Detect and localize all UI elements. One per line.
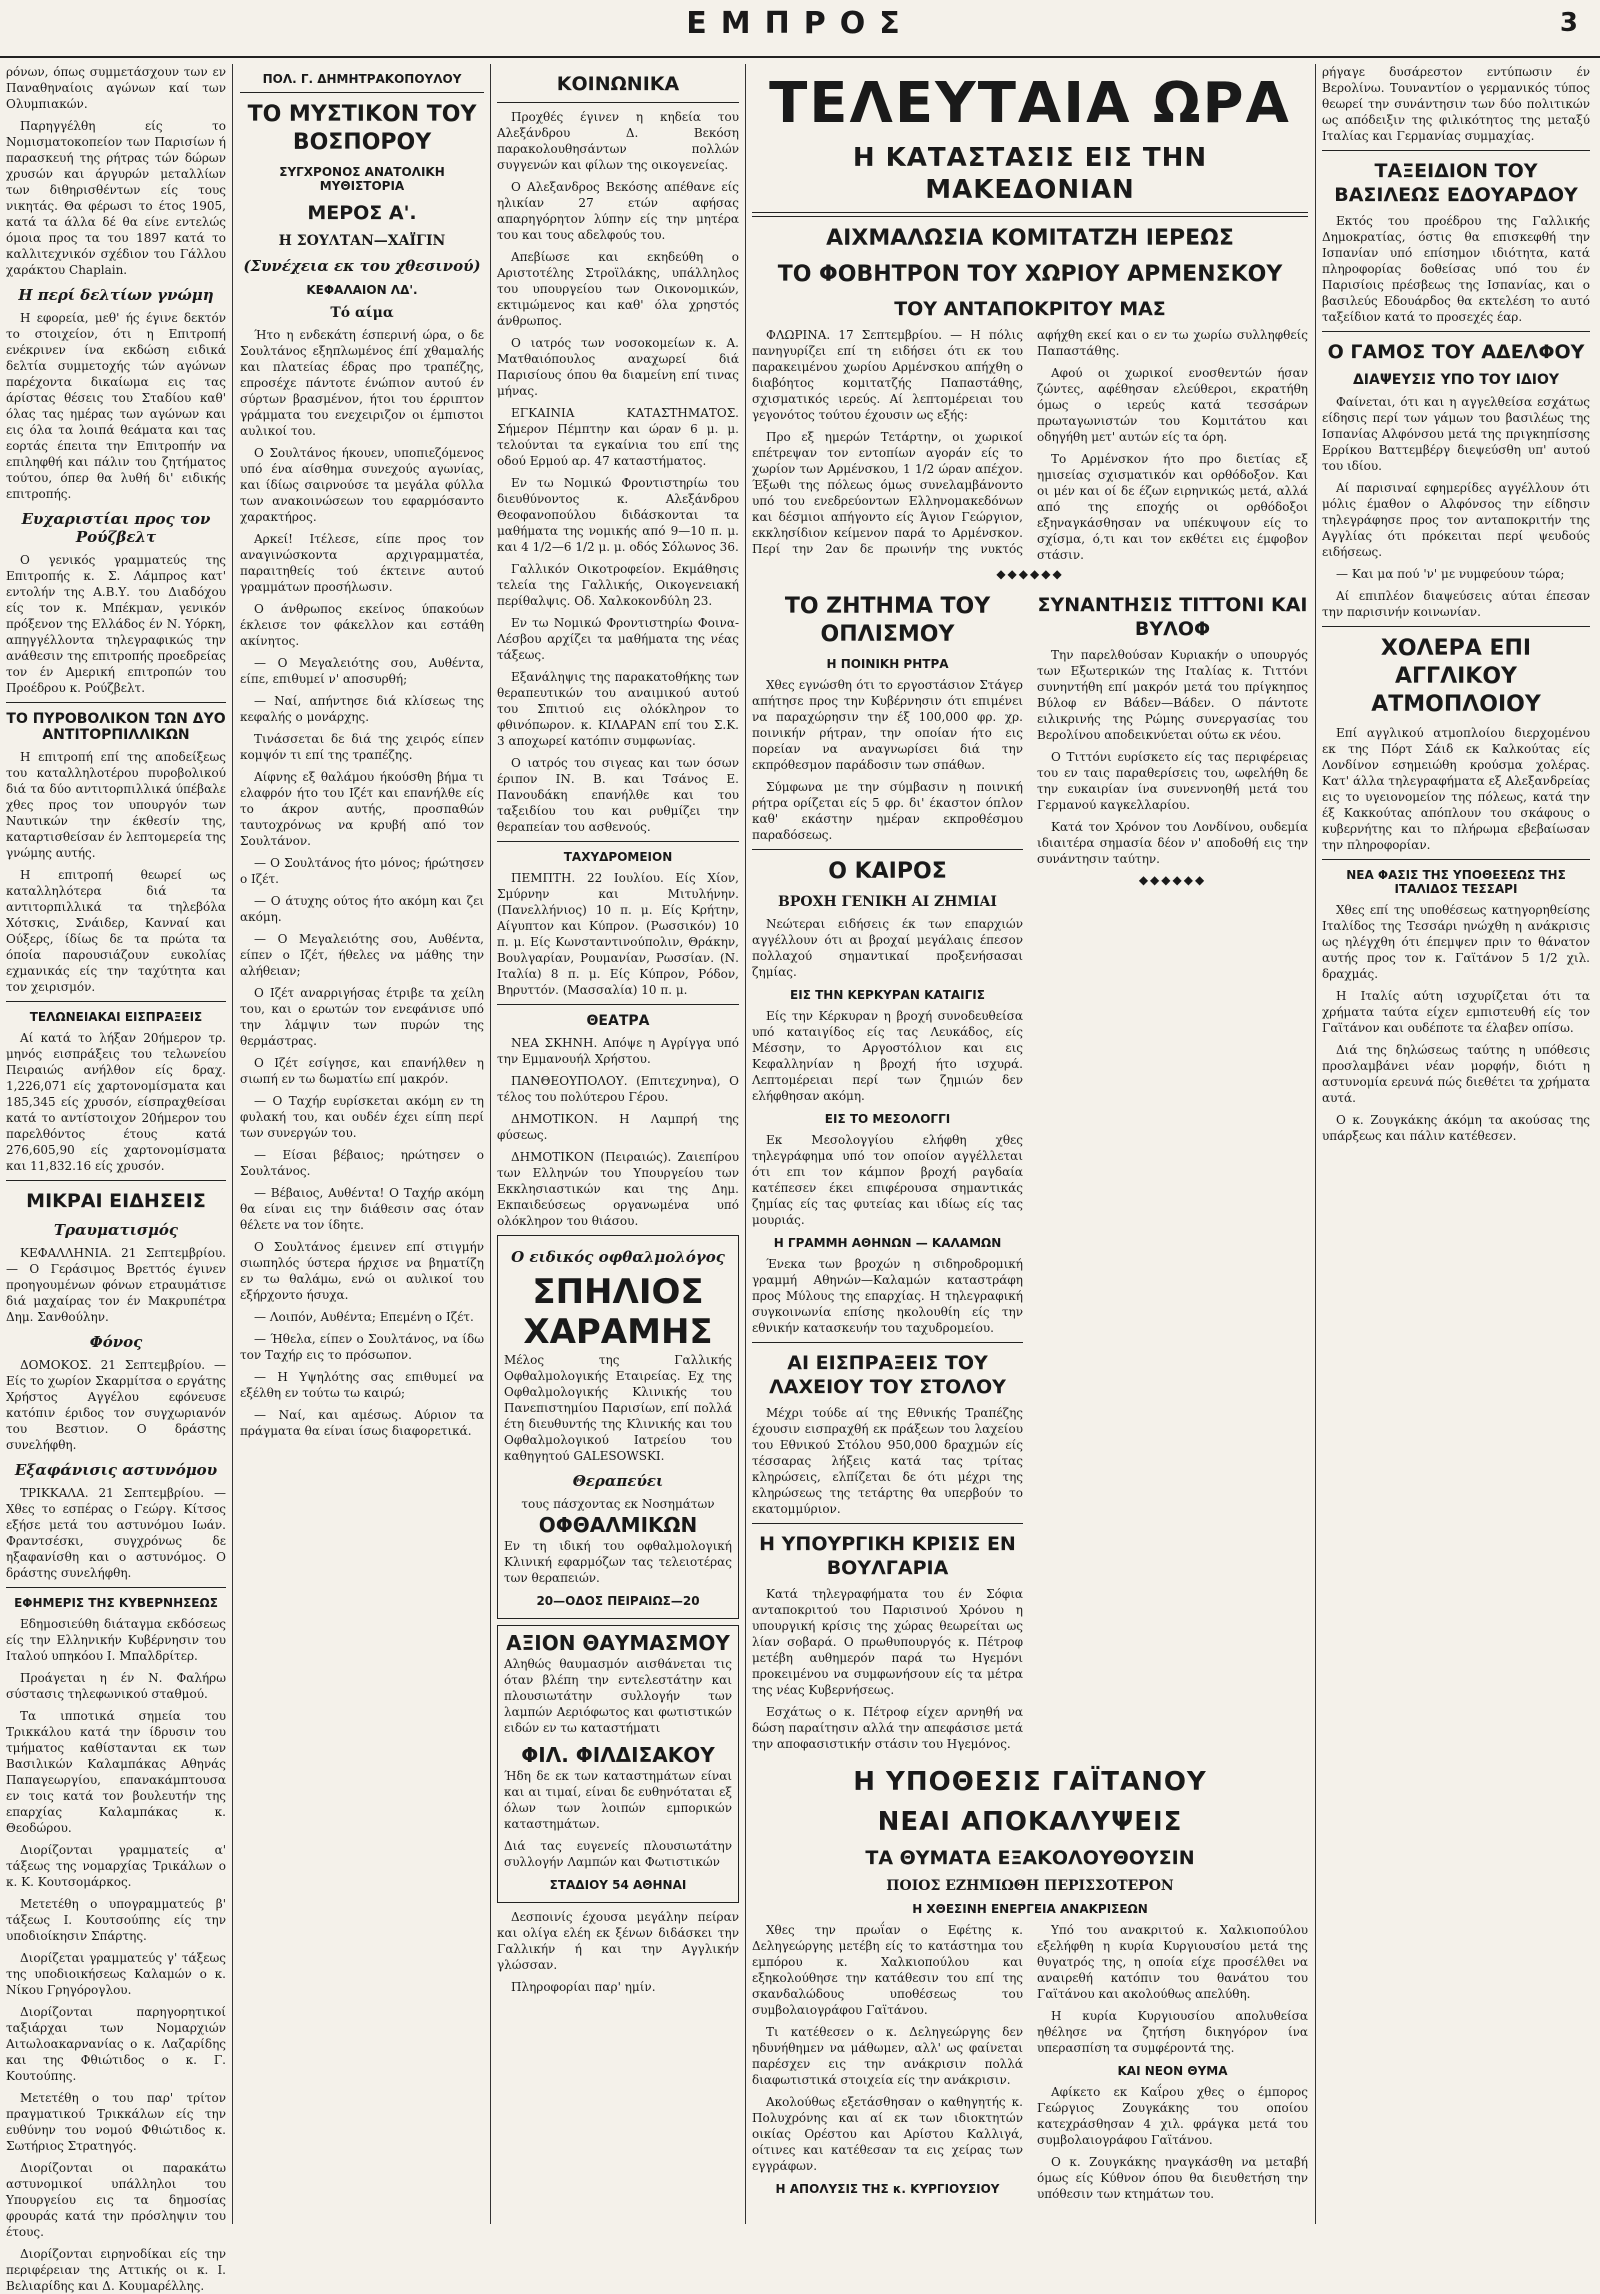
section-heading: ΘΕΑΤΡΑ [586, 1013, 650, 1029]
paragraph: Μετετέθη ο του παρ' τρίτον πραγματικού Τρικκάλων είς την ευθύνην του νομού Φθιώτιδος κ. Σωτήριος Στρατηγός. [6, 2091, 226, 2153]
paragraph: Εξανάληψις της παρακατοθήκης των θεραπευτικών του αναιμικού αυτού του Σπιτιού εις ολόκληρον το φθινόπωρον. κ. ΚΙΛΑΡΑΝ επί του Σ.Κ. 3 αποχωρεί κατόπιν συμφωνίας. [497, 670, 739, 748]
subheading: ΒΡΟΧΗ ΓΕΝΙΚΗ ΑΙ ΖΗΜΙΑΙ [778, 894, 997, 910]
ad-address: 20—ΟΔΟΣ ΠΕΙΡΑΙΩΣ—20 [536, 1594, 700, 1608]
section-heading: ΤΕΛΩΝΕΙΑΚΑΙ ΕΙΣΠΡΑΞΕΙΣ [29, 1010, 203, 1024]
divider [1322, 150, 1590, 151]
subheading: Η ΠΟΙΝΙΚΗ ΡΗΤΡΑ [826, 657, 949, 671]
divider [752, 1523, 1023, 1524]
headline: Η ΥΠΟΥΡΓΙΚΗ ΚΡΙΣΙΣ ΕΝ ΒΟΥΛΓΑΡΙΑ [759, 1533, 1016, 1579]
ad-line: ΟΦΘΑΛΜΙΚΩΝ [538, 1513, 698, 1537]
serial-chapter-name: Τό αίμα [330, 305, 394, 321]
paragraph: Ο Ιζέτ εσίγησε, και επανήλθεν η σιωπή εν τω δωματίω επί μακρόν. [240, 1056, 484, 1086]
paragraph: Διορίζονται παρηγορητικοί ταξιάρχαι των Νομαρχιών Αιτωλοακαρνανίας ο κ. Λαζαρίδης και της Φθιώτιδος ο κ. Γ. Κουτούπης. [6, 2005, 226, 2083]
section-heading: ΤΟ ΠΥΡΟΒΟΛΙΚΟΝ ΤΩΝ ΔΥΟ ΑΝΤΙΤΟΡΠΙΛΛΙΚΩΝ [6, 711, 226, 743]
subheading: Ευχαριστίαι προς τον Ρούζβελτ [21, 510, 211, 546]
paragraph: Μέχρι τούδε αί της Εθνικής Τραπέζης έχουσιν εισπραχθή εκ πράξεων του λαχείου του Εθνικού Στόλου 950,000 δραχμών είς τέσσαρας λήξεις κατά τας τρίτας κληρώσεις, ελπίζεται δε ότι μέχρι της κληρώσεως της τετάρτης θα υπερβούν το εκατομμύριον. [752, 1406, 1023, 1516]
ornament: ◆◆◆◆◆◆ [996, 567, 1064, 581]
subheading: ΕΙΣ ΤΗΝ ΚΕΡΚΥΡΑΝ ΚΑΤΑΙΓΙΣ [790, 988, 985, 1002]
paragraph: Εσχάτως ο κ. Πέτροφ είχεν αρνηθή να δώση παραίτησιν αλλά την απεφάσισε μετά την αποφασιστικήν στάσιν του Ηγεμόνος. [752, 1705, 1023, 1751]
paragraph: — Ο άτυχης ούτος ήτο ακόμη και ζει ακόμη. [240, 894, 484, 924]
paragraph: Διορίζεται γραμματεύς γ' τάξεως της υποδιοικήσεως Καλαμών ο κ. Νίκου Γρηγόρογλου. [6, 1951, 226, 1997]
paragraph: Επί αγγλικού ατμοπλοίου διερχομένου εκ της Πόρτ Σάιδ εκ Καλκούτας είς Λονδίνον εσημειώθη κρούσμα χολέρας. Κατ' άλλα τηλεγραφήματα εξ Αλεξανδρείας εις το υγειονομείον της πόλεως, κατά την έξ Κακκούτας απόπλουν του σκάφους ο κυβερνήτης και το πλήρωμα εβεβαίωσαν την πληροφορίαν. [1322, 726, 1590, 852]
paragraph: Ο άνθρωπος εκείνος ύπακούων έκλεισε τον φάκελλον και εστάθη ακίνητος. [240, 602, 484, 648]
subheading: ΕΙΣ ΤΟ ΜΕΣΟΛΟΓΓΙ [824, 1112, 951, 1126]
paragraph: Ο γενικός γραμματεύς της Επιτροπής κ. Σ. Λάμπρος κατ' εντολήν της Α.Β.Υ. του Διαδόχου είς τον κ. Μπέκμαν, γενικόν πρόξενον της Ελλάδος έν Ν. Υόρκη, απηγγέλλοντα τηλεγραφικώς την ανάθεσιν της επιτροπής προεδρείας τον έν Αμερική επιτροπών του Προέδρου κ. Ρούζβελτ. [6, 553, 226, 695]
divider [6, 1001, 226, 1002]
paragraph: Ο Σουλτάνος έμεινεν επί στιγμήν σιωπηλός ύστερα ήρχισε να βηματίζη εν τω θαλάμω, ενώ οι αυλικοί του εξήρχοντο ήσυχα. [240, 1240, 484, 1302]
headline: ΤΑ ΘΥΜΑΤΑ ΕΞΑΚΟΛΟΥΘΟΥΣΙΝ [865, 1847, 1195, 1869]
ad-text: Μέλος της Γαλλικής Οφθαλμολογικής Εταιρείας. Εχ της Οφθαλμολογικής Κλινικής του Πανεπιστημίου Παρισίων, επί πολλά έτη διευθυντής της Κλινικής και του Οφθαλμολογικού Ιατρείου του καθηγητού GALESOWSKI. [504, 1353, 732, 1463]
column-2 [240, 64, 484, 2224]
paragraph: — Η Υψηλότης σας επιθυμεί να εξέλθη εν τούτω τω καιρώ; [240, 1370, 484, 1400]
paragraph: ΚΕΦΑΛΛΗΝΙΑ. 21 Σεπτεμβρίου. — Ο Γεράσιμος Βρεττός έγινεν προηγουμένων φόνων ετραυμάτισε διά μαχαίρας τον έν Μακρυπέτρα Δημ. Σανθούλην. [6, 1246, 226, 1324]
headline: Ο ΓΑΜΟΣ ΤΟΥ ΑΔΕΛΦΟΥ [1327, 341, 1585, 363]
paragraph: Αί παρισιναί εφημερίδες αγγέλλουν ότι μόλις έμαθον ο Αλφόνσος την είδησιν τηλεγράφησε προς τον ανταποκριτήν της Αγγλίας ότι πρόκειται περί ψευδούς ειδήσεως. [1322, 481, 1590, 559]
paragraph: Αίφνης εξ θαλάμου ήκούσθη βήμα τι ελαφρόν ήτο του Ιζέτ και επανήλθε είς το άκρον αυτής, προσπαθών ταυτοχρόνως να κρυβή από τον Σουλτάνον. [240, 770, 484, 848]
headline: ΧΟΛΕΡΑ ΕΠΙ ΑΓΓΛΙΚΟΥ ΑΤΜΟΠΛΟΙΟΥ [1371, 636, 1541, 717]
paragraph: Παρηγγέλθη είς το Νομισματοκοπείον των Παρισίων ή παρασκευή της ρήτρας τών δώρων χρυσών και άργυρών μεταλλίων των διθηρισθέντων είς τους νικητάς. Θα φέρωσι το έτος 1905, κατά τα άλλα δέ θα είνε εντελώς όμοια προς τα του 1897 κατά το καλλιτεχνικόν σχέδιον του Γάλλου χαράκτου Chaplain. [6, 119, 226, 277]
paragraph: Χθες επί της υποθέσεως κατηγορηθείσης Ιταλίδος της Τεσσάρι ηνώχθη η ανάκρισις ως ηλέγχθη ότι έπεμψεν πριν το θάνατον αυτής προς τον κ. Γαϊτάνον 5 1/2 χιλ. δραχμάς. [1322, 903, 1590, 981]
divider [497, 1004, 739, 1005]
column-3 [497, 64, 739, 2224]
headline: ΑΙΧΜΑΛΩΣΙΑ ΚΟΜΙΤΑΤΖΗ ΙΕΡΕΩΣ [826, 226, 1234, 251]
paragraph: Εν τω Νομικώ Φροντιστηρίω του διευθύνοντος κ. Αλεξάνδρου Θεοφανοπούλου διδάσκονται τα μαθήματα της νομικής από 9—10 π. μ. και 4 1/2—6 1/2 μ. μ. οδός Σόλωνος 36. [497, 476, 739, 554]
headline: Η ΥΠΟΘΕΣΙΣ ΓΑΪΤΑΝΟΥ [853, 1767, 1207, 1797]
section-heading: ΚΟΙΝΩΝΙΚΑ [556, 73, 680, 95]
paragraph: ΠΕΜΠΤΗ. 22 Ιουλίου. Είς Χίον, Σμύρνην και Μιτυλήνην. (Πανελλήνιος) 10 π. μ. Είς Κρήτην, Αίγυπτον και Κύπρον. (Ρωσσικόν) 10 π. μ. Είς Κωνσταντινούπολιν, Θράκην, Βουλγαρίαν, Ρουμανίαν, Ρωσσίαν. (Ν. Ιταλία) 8 π. μ. Είς Κύπρον, Ρόδον, Βηρυττόν. (Μασσαλία) 10 π. μ. [497, 871, 739, 997]
paragraph: ΔΗΜΟΤΙΚΟΝ (Πειραιώς). Ζαιεπίρου των Ελληνών του Υπουργείου των Εκκλησιαστικών και της Δημ. Εκπαιδεύσεως οργανωμένα υπό ολόκληρον του θιάσου. [497, 1150, 739, 1228]
column-rule [1315, 64, 1316, 2224]
paragraph: Τι κατέθεσεν ο κ. Δεληγεώργης δεν ηδυνήθημεν να μάθωμεν, αλλ' ως φαίνεται παρέσχεν εις την ανάκρισιν πολλά διαφωτιστικά στοιχεία είς την ανάκρισιν. [752, 2025, 1023, 2087]
paragraph: — Είσαι βέβαιος; ηρώτησεν ο Σουλτάνος. [240, 1148, 484, 1178]
paragraph: Πληροφορίαι παρ' ημίν. [511, 1980, 656, 1994]
ad-name: ΣΠΗΛΙΟΣ [532, 1272, 704, 1312]
ad-line: Θεραπεύει [572, 1472, 664, 1490]
paragraph: Αφού οι χωρικοί ενοσθεντών ήσαν ζώντες, αφέθησαν ελεύθεροι, εκρατήθη όμως ο ιερεύς κατά τεσσάρων πρωταγωνιστών του Κομιτάτου και οδηγήθη μετ' αυτών είς τα όρη. [1037, 366, 1308, 444]
article-left [752, 585, 1023, 1758]
headline: ΤΟ ΖΗΤΗΜΑ ΤΟΥ ΟΠΛΙΣΜΟΥ [784, 594, 991, 647]
main-headline: Η ΚΑΤΑΣΤΑΣΙΣ ΕΙΣ ΤΗΝ ΜΑΚΕΔΟΝΙΑΝ [852, 143, 1208, 205]
headline: ΠΟΙΟΣ ΕΖΗΜΙΩΘΗ ΠΕΡΙΣΣΟΤΕΡΟΝ [886, 1878, 1174, 1894]
paragraph: ΝΕΑ ΣΚΗΝΗ. Απόψε η Αγρίγγα υπό την Εμμανουήλ Χρήστου. [497, 1036, 739, 1066]
paragraph: — Και μα πού 'ν' με νυμφεύουν τώρα; [1336, 567, 1565, 581]
banner-headline: ΤΕΛΕΥΤΑΙΑ ΩΡΑ [769, 71, 1291, 136]
subheading: Φόνος [89, 1333, 143, 1351]
divider [6, 702, 226, 703]
ad-name: ΦΙΛ. ΦΙΛΔΙΣΑΚΟΥ [521, 1743, 715, 1767]
headline: ΝΕΑΙ ΑΠΟΚΑΛΥΨΕΙΣ [877, 1807, 1183, 1837]
paragraph: ρόνων, όπως συμμετάσχουν των εν Παναθηναίοις αγώνων καί των Ολυμπιακών. [6, 65, 226, 111]
paragraph: Είς την Κέρκυραν η βροχή συνοδευθείσα υπό καταιγίδος είς τας Λευκάδος, είς Μέσσην, το Αργοστόλιον και εις Κεφαλληνίαν η βροχή ήτο ισχυρά. Λεπτομέρειαι περί των ζημιών δεν ελήφθησαν ακόμη. [752, 1009, 1023, 1103]
serial-title: ΤΟ ΜΥΣΤΙΚΟΝ ΤΟΥ ΒΟΣΠΟΡΟΥ [247, 102, 477, 155]
paragraph: Χθες εγνώσθη ότι το εργοστάσιον Στάγερ απήτησε προς την Κυβέρνησιν ότι επιμένει να παραχώρησιν την έξ 100,000 φρ. χρ. ποινικήν ρήτραν, την οποίαν ήτο εις πορείαν να αναγνωρίσει διά την εκπρόθεσμον παράδοσιν των σπάθων. [752, 678, 1023, 772]
divider [6, 1587, 226, 1588]
paragraph: Προχθές έγινεν η κηδεία του Αλεξάνδρου Δ. Βεκόση παρακολουθησάντων πολλών συγγενών και φίλων της οικογενείας. [497, 110, 739, 172]
subheading: Η ΓΡΑΜΜΗ ΑΘΗΝΩΝ — ΚΑΛΑΜΩΝ [773, 1236, 1002, 1250]
paragraph: Ο ιατρός του σιγεας και των όσων έριπον ΙΝ. Β. και Τσάνος Ε. Πανουδάκη επανήλθε και του ταξειδίου του και ρυθμίζει την θεραπείαν του ασθενούς. [497, 756, 739, 834]
paragraph: Η Ιταλίς αύτη ισχυρίζεται ότι τα χρήματα ταύτα είχεν εμπιστευθή είς τον Γαϊτάνον και ουδέποτε τα έλαβεν οπίσω. [1322, 989, 1590, 1035]
ornament: ◆◆◆◆◆◆ [1138, 873, 1207, 887]
headline: ΝΕΑ ΦΑΣΙΣ ΤΗΣ ΥΠΟΘΕΣΕΩΣ ΤΗΣ ΙΤΑΛΙΔΟΣ ΤΕΣΣΑΡΙ [1346, 868, 1566, 896]
serial-author: ΠΟΛ. Γ. ΔΗΜΗΤΡΑΚΟΠΟΥΛΟΥ [262, 72, 462, 86]
paragraph: Αί επιπλέον διαψεύσεις αύται έπεσαν την παρισινήν κοινωνίαν. [1322, 589, 1590, 619]
divider [497, 841, 739, 842]
section-heading: ΜΙΚΡΑΙ ΕΙΔΗΣΕΙΣ [26, 1190, 206, 1212]
paragraph: Ένεκα των βροχών η σιδηροδρομική γραμμή Αθηνών—Καλαμών καταστράφη προς Μύλους της επαρχίας. Η τηλεγραφική συγκοινωνία επίσης ηκολουθίη είς την εθνικήν κατασκευήν του ταχυδρομείου. [752, 1257, 1023, 1335]
paragraph: — Ο Ταχήρ ευρίσκεται ακόμη εν τη φυλακή του, και ουδέν έχει είπη περί των συνεργών του. [240, 1094, 484, 1140]
headline: ΔΙΑΨΕΥΣΙΣ ΥΠΟ ΤΟΥ ΙΔΙΟΥ [1352, 372, 1560, 388]
paragraph: Ο Σουλτάνος ήκουεν, υποπιεζόμενος υπό ένα αίσθημα συνεχούς αγωνίας, και ίδίως σαιρνούσε τα μεγάλα φύλλα των ανακοινώσεων του εφαρμόσαντο χαρακτήρος. [240, 446, 484, 524]
paragraph: Εν τω Νομικώ Φροντιστηρίω Φοινα-Λέσβου αρχίζει τα μαθήματα της νέας τάξεως. [497, 616, 739, 662]
paragraph: Τινάσσεται δε διά της χειρός είπεν κομψόν τι επί της τραπέζης. [240, 732, 484, 762]
paragraph: Ο Αλεξανδρος Βεκόσης απέθανε είς ηλικίαν 27 ετών αφήσας απαρηγόρητον λύπην είς την μητέρα του και τους αδελφούς του. [497, 180, 739, 242]
paragraph: Ο Ιζέτ αναρριγήσας έτριβε τα χείλη του, και ο ερωτών τον ενεφάνισε υπό την λάμψιν των πυρών της θερμάστρας. [240, 986, 484, 1048]
paragraph: Αί κατά το λήξαν 20ήμερον τρ. μηνός εισπράξεις του τελωνείου Πειραιώς ανήλθον είς δραχ. 1,226,071 είς χαρτονομίσματα και 185,345 είς χρυσόν, είσπραχθείσαι κατά το αντίστοιχον 20ήμερον του παρελθόντος έτους κατά 276,605,90 είς χαρτονομίσματα και 11,832.16 είς χρυσόν. [6, 1031, 226, 1173]
paragraph: ΔΗΜΟΤΙΚΟΝ. Η Λαμπρή της φύσεως. [497, 1112, 739, 1142]
subheading: Η ΧΘΕΣΙΝΗ ΕΝΕΡΓΕΙΑ ΑΝΑΚΡΙΣΕΩΝ [912, 1902, 1148, 1916]
paragraph: Ο κ. Ζουγκάκης άκόμη τα ακούσας της υπάρξεως και πάλιν κατέθεσεν. [1322, 1113, 1590, 1143]
paragraph: Προ εξ ημερών Τετάρτην, οι χωρικοί επέτρεψαν τον εντοπίων αγοράν είς το χωρίον των Αρμένσκου, 1 1/2 ώραν απέχον. Έξωθι της πόλεως όμως συνελαμβάνοντο υπό του ενεδρεύοντων Ελληνομακεδόνων και δέσμιοι απήγοντο είς Άγιον Γεώργιον, εκκλησίδιον κείμενον παρά το Αρμένσκον. Περί την 2αν δε πρωινήν της νυκτός αφήχθη εκεί και ο εν τω χωρίω συλληφθείς Παπαστάθης. [752, 328, 1308, 556]
paragraph: Η κυρία Κυργιουσίου απολυθείσα ηθέλησε να ζητήση δικηγόρον ίνα υπερασπίση τα συμφέροντά της. [1037, 2009, 1308, 2055]
article-body [752, 327, 1308, 563]
paragraph: Τα ιπποτικά σημεία του Τρικκάλου κατά την ίδρυσιν του τμήματος καθίστανται εκ των Βασιλικών Καλαμπάκας Αθηνάς Παπαγεωργίου, επανακάμπτουσα εν τοις κατά τον βουλευτήν της επαρχίας Καλαμπάκας κ. Θεοδώρου. [6, 1709, 226, 1835]
paragraph: Η επιτροπή επί της αποδείξεως του καταλληλοτέρου πυροβολικού διά τα δύο αντιτορπιλλικά ύπέβαλε χθες προς τον υπουργόν των Ναυτικών την έκθεσίν της, καταρτισθείσαν έν λεπτομερεία της γνώμης αυτής. [6, 750, 226, 860]
serial-part: ΜΕΡΟΣ Α'. [307, 202, 417, 224]
paragraph: — Ο Μεγαλειότης σου, Αυθέντα, είπεν ο Ιζέτ, ήθελες να μάθης την αλήθειαν; [240, 932, 484, 978]
ad-text: Αληθώς θαυμασμόν αισθάνεται τις όταν βλέπη την εντελεστάτην και πλουσιωτάτην συλλογήν των λαμπών Αεριόφωτος και φωτιστικών ειδών εν τω καταστήματι [504, 1657, 732, 1735]
paragraph: Σύμφωνα με την σύμβασιν η ποινική ρήτρα ορίζεται είς 5 φρ. δι' έκαστον όπλον καθ' εκάστην ημέραν εκπροθέσμου παραδόσεως. [752, 780, 1023, 842]
serial-chapter: ΚΕΦΑΛΑΙΟΝ ΛΔ'. [306, 283, 418, 297]
paragraph: Αρκεί! Ιτέλεσε, είπε προς τον αναγινώσκοντα αρχιγραμματέα, παραιτηθείς τού έκτεινε αυτού γραμμάτων προσήλωσιν. [240, 532, 484, 594]
divider [6, 1180, 226, 1181]
divider [1322, 331, 1590, 332]
headline: ΤΟ ΦΟΒΗΤΡΟΝ ΤΟΥ ΧΩΡΙΟΥ ΑΡΜΕΝΣΚΟΥ [777, 262, 1283, 287]
subheading: Εξαφάνισις αστυνόμου [14, 1461, 218, 1479]
paragraph: Αφίκετο εκ Καΐρου χθες ο έμπορος Γεώργιος Ζουγκάκης του οποίου κατεχράσθησαν 4 χιλ. φράγκα μετά του συμβολαιογράφου Γαϊτάνου. [1037, 2085, 1308, 2147]
paragraph: Προάγεται η έν Ν. Φαλήρω σύστασις τηλεφωνικού σταθμού. [6, 1671, 226, 1701]
divider [1322, 626, 1590, 627]
subheading: Η περί δελτίων γνώμη [18, 286, 214, 304]
ad-text: Διά τας ευγενείς πλουσιωτάτην συλλογήν Λαμπών και Φωτιστικών [504, 1839, 732, 1869]
paragraph: ΦΛΩΡΙΝΑ. 17 Σεπτεμβρίου. — Η πόλις πανηγυρίζει επί τη ειδήσει ότι εκ του παρακειμένου χωρίου Αρμένσκου απήχθη ο διαβόητος κομιτατζής Παπαστάθης, σχισματικός ιερεύς. Αί λεπτομέρειαι του γεγονότος τούτου έχουσιν ως εξής: [752, 328, 1023, 422]
paragraph: Ο κ. Ζουγκάκης ηναγκάσθη να μεταβή όμως είς Κύθνον όπου θα διευθετήση την υπόθεσιν των κτημάτων του. [1037, 2155, 1308, 2201]
column-5 [1322, 64, 1590, 2224]
paragraph: Εκτός του προέδρου της Γαλλικής Δημοκρατίας, όστις θα επισκεφθή την Ισπανίαν υπό επίσημον ιδιότητα, κατά πληροφορίας δοθείσας υπό του έν Παρισίοις πρέσβεως της Ισπανίας, και ο βασιλεύς Εδουάρδος θα εκτελέση το αυτό ταξείδιον κατά το προσεχές έαρ. [1322, 214, 1590, 324]
divider [752, 212, 1308, 217]
paragraph: ΔΟΜΟΚΟΣ. 21 Σεπτεμβρίου. — Είς το χωρίον Σκαρμίτσα ο εργάτης Χρήστος Αγγέλου εφόνευσε κατόπιν έριδος τον συγχωριανόν του Βεστιον. Ο δράστης συνελήφθη. [6, 1358, 226, 1452]
paragraph: Η επιτροπή θεωρεί ως καταλληλότερα διά τα αντιτορπιλλικά τα τηλεβόλα Χότσκις, Σνάιδερ, Κανναί και Ούξερς, ίδίως δε τα πρώτα τα όποία παρουσιάζουν ευκολίας εχμανικάς είς την ταχύτητα και τον χειρισμόν. [6, 868, 226, 994]
paragraph: Δεσποινίς έχουσα μεγάλην πείραν και ολίγα ελέη εκ ξένων διδάσκει την Γαλλικήν ή και την Αγγλικήν γλώσσαν. [497, 1910, 739, 1972]
headline: Ο ΚΑΙΡΟΣ [828, 859, 947, 884]
paragraph: Διορίζονται ειρηνοδίκαι είς την περιφέρειαν της Αττικής οι κ. Ι. Βελιαρίδης και Δ. Κουμαρέλλης. [6, 2247, 226, 2293]
masthead [0, 0, 1600, 58]
serial-part-name: Η ΣΟΥΛΤΑΝ—ΧΑΪΓΙΝ [278, 233, 446, 249]
paragraph: — Ο Σουλτάνος ήτο μόνος; ήρώτησεν ο Ιζέτ. [240, 856, 484, 886]
paragraph: Απεβίωσε και εκηδεύθη ο Αριστοτέλης Στροϊλάκης, υπάλληλος του υπουργείου των Οικονομικών, εκτιμώμενος και καθ' όλα χρηστός άνθρωπος. [497, 250, 739, 328]
paragraph: Ο ιατρός των νοσοκομείων κ. Α. Ματθαιόπουλος αναχωρεί διά Παρισίους όπου θα διαμείνη επί τινας μήνας. [497, 336, 739, 398]
paragraph: Μετετέθη ο υπογραμματεύς β' τάξεως Ι. Κουτσούπης είς την υποδιοίκησιν Σπάρτης. [6, 1897, 226, 1943]
divider [752, 849, 1023, 850]
paragraph: Η εφορεία, μεθ' ής έγινε δεκτόν το στοιχείον, ότι η Επιτροπή ενέκρινεν ίνα εκδώση ειδικά δελτία συμμετοχής τών αγώνων παρέχοντα δικαίωμα εις τας άρίστας θέσεις του Σταδίου καθ' όλας τας ημέρας των αγώνων και εις όλα τα λοιπά θεάματα και τας εορτάς έπειτα την Επιτροπήν να επιληφθή και πάλιν του ζητήματος τούτου, όπερ θα λυθή δι' ειδικής επιτροπής. [6, 311, 226, 501]
serial-subtitle: ΣΥΓΧΡΟΝΟΣ ΑΝΑΤΟΛΙΚΗ ΜΥΘΙΣΤΟΡΙΑ [279, 165, 445, 193]
paragraph: Κατά τον Χρόνον του Λονδίνου, ουδεμία ιδιαιτέρα σημασία δέον ν' αποδοθή εις την συνάντησιν ταύτην. [1037, 820, 1308, 866]
subheading: Η ΑΠΟΛΥΣΙΣ ΤΗΣ κ. ΚΥΡΓΙΟΥΣΙΟΥ [775, 2182, 1000, 2196]
section-heading: ΤΑΧΥΔΡΟΜΕΙΟΝ [563, 850, 673, 864]
paragraph: Την παρελθούσαν Κυριακήν ο υπουργός των Εξωτερικών της Ιταλίας κ. Τιττόνι συνηντήθη επί μακρόν μετά του πρίγκηπος Βύλοφ εν Βάδεν—Βάδεν. Ο πάντοτε ειλικρινής της Ρώμης συνεργασίας του Βερολίνου αποδεικνύεται ούτω εκ νέου. [1037, 648, 1308, 742]
paragraph: Γαλλικόν Οικοτροφείον. Εκμάθησις τελεία της Γαλλικής, Οικογενειακή περίθαλψις. Οδ. Χαλκοκονδύλη 23. [497, 562, 739, 608]
page-number: 3 [1559, 8, 1578, 38]
ad-line: Ο ειδικός οφθαλμολόγος [511, 1248, 725, 1266]
paragraph: Διά της δηλώσεως ταύτης η υπόθεσις προσλαμβάνει νέαν μορφήν, διότι η αστυνομία ερευνά πώς διεθέτει τα χρήματα αυτά. [1322, 1043, 1590, 1105]
ad-line: τους πάσχοντας εκ Νοσημάτων [521, 1497, 715, 1511]
headline: ΤΟΥ ΑΝΤΑΠΟΚΡΙΤΟΥ ΜΑΣ [894, 298, 1166, 320]
subheading: ΚΑΙ ΝΕΟΝ ΘΥΜΑ [1117, 2064, 1228, 2078]
paragraph: Χθες την πρωΐαν ο Εφέτης κ. Δεληγεώργης μετέβη είς το κατάστημα του εμπόρου κ. Χαλκιοπούλου και εξηκολούθησε την κατάθεσιν του επί της σκανδαλώδους υποθέσεως του συμβολαιογράφου Γαϊτάνου. [752, 1923, 1023, 2017]
paragraph: ΠΑΝΘΕΟΥΠΟΛΟΥ. (Επιτεχνηνα), Ο τέλος του πολύτερου Γέρου. [497, 1074, 739, 1104]
ad-text: Ήδη δε εκ των καταστημάτων είναι και αι τιμαί, είναι δε ευθηνόταται εξ όλων των λοιπών εμπορικών καταστημάτων. [504, 1769, 732, 1831]
article-right [1037, 585, 1308, 1758]
paragraph: Ο Τιττόνι ευρίσκετο είς τας περιφέρειας του εν ταις παραθερίσεις του, ωφελήθη δε την ευκαιρίαν ίνα συνεννοηθή μετά του Γερμανού καγκελλαρίου. [1037, 750, 1308, 812]
ad-name: ΧΑΡΑΜΗΣ [523, 1312, 713, 1352]
paragraph: — Ο Μεγαλειότης σου, Αυθέντα, είπε, επιθυμεί ν' αποσυρθή; [240, 656, 484, 686]
paragraph: — Λοιπόν, Αυθέντα; Επεμένη ο Ιζέτ. [254, 1310, 474, 1324]
divider [752, 1342, 1023, 1343]
paragraph: — Ήθελα, είπεν ο Σουλτάνος, να ίδω τον Ταχήρ εις το πρόσωπον. [240, 1332, 484, 1362]
paragraph: Ήτο η ενδεκάτη έσπερινή ώρα, ο δε Σουλτάνος εξηπλωμένος έπί χθαμαλής και πλατείας έδρας προ τραπέζης, επροσέχε πάντοτε ένώπιον αυτού έν σύρτων βρασμένον, ήτοι του έρριπτον γράμματα του ενεχειριζον οι έμπιστοι αυλικοί του. [240, 328, 484, 438]
column-1 [6, 64, 226, 2293]
paragraph: ρήγαγε δυσάρεστον εντύπωσιν έν Βερολίνω. Τουναντίον ο γερμανικός τύπος θεωρεί την συνάντησιν των δύο πολιτικών ως απόδειξιν της φιλικότητος της μεταξύ Ιταλίας και Γερμανίας συμμαχίας. [1322, 65, 1590, 143]
divider [1322, 859, 1590, 860]
paragraph: — Ναί, και αμέσως. Αύριον τα πράγματα θα είναι ίσως διαφορετικά. [240, 1408, 484, 1438]
advertisement-ophthalmologist [497, 1235, 739, 1619]
advertisement-lamps [497, 1625, 739, 1903]
column-rule [745, 64, 746, 2224]
section-heading: ΕΦΗΜΕΡΙΣ ΤΗΣ ΚΥΒΕΡΝΗΣΕΩΣ [14, 1596, 218, 1610]
paragraph: Φαίνεται, ότι και η αγγελθείσα εσχάτως είδησις περί των γάμων του βασιλέως της Ισπανίας Αλφόνσου μετά της πριγκηπίσσης Ερρίκου Βαττεμβέργ διεψεύσθη υπ' αυτού του ιδίου. [1322, 395, 1590, 473]
paragraph: — Ναί, απήντησε διά κλίσεως της κεφαλής ο μονάρχης. [240, 694, 484, 724]
paragraph: Διορίζονται γραμματείς α' τάξεως της νομαρχίας Τρικάλων ο κ. Κ. Κουτσομάρκος. [6, 1843, 226, 1889]
paragraph: Ακολούθως εξετάσθησαν ο καθηγητής κ. Πολυχρόνης και αί εκ των ιδιοκτητών οικίας Ορέστου και Αρίστου Καλλιγά, οίτινες και κατέθεσαν τα εις χείρας των εγγράφων. [752, 2095, 1023, 2173]
paragraph: Διορίζονται οι παρακάτω αστυνομικοί υπάλληλοι του Υπουργείου εις τα δημοσίας φρουράς κατά την πρόσληψιν του έτους. [6, 2161, 226, 2239]
paragraph: Νεώτεραι ειδήσεις έκ των επαρχιών αγγέλλουν ότι αι βροχαί μεγάλαις έπεσον πολλαχού σημαντικαί προξενήσασαι ζημίας. [752, 917, 1023, 979]
paragraph: — Βέβαιος, Αυθέντα! Ο Ταχήρ ακόμη θα είναι εις την διάθεσιν σας όταν θέλετε να τον ίδητε. [240, 1186, 484, 1232]
divider [497, 102, 739, 103]
column-rule [490, 64, 491, 2224]
newspaper-name: ΕΜΠΡΟΣ [686, 6, 914, 41]
column-rule [232, 64, 233, 2224]
paragraph: Το Αρμένσκον ήτο προ διετίας εξ ημισείας σχισματικόν και ορθόδοξον. Και οι μέν και οί δε έζων ειρηνικώς μετά, αλλά από της εποχής οι ορθόδοξοι εξηναγκάσθησαν να υπέκυψουν είς το σχίσμα, ό,τι και τον εκθέτει εις έμφοβον στάσιν. [1037, 452, 1308, 562]
subheading: Τραυματισμός [53, 1221, 179, 1239]
ad-title: ΑΞΙΟΝ ΘΑΥΜΑΣΜΟΥ [506, 1631, 730, 1655]
divider [240, 92, 484, 93]
paragraph: Εκ Μεσολογγίου ελήφθη χθες τηλεγράφημα υπό τον οποίον αγγέλλεται ότι επι τον κάμπον βροχή ραγδαία κατέπεσεν έκει επιφέρουσα σημαντικάς ζημίας είς τας φυτείας και ιδίως είς τας μουριάς. [752, 1133, 1023, 1227]
paragraph: ΕΓΚΑΙΝΙΑ ΚΑΤΑΣΤΗΜΑΤΟΣ. Σήμερον Πέμπτην και ώραν 6 μ. μ. τελούνται τα εγκαίνια του επί της οδού Ερμού αρ. 47 καταστήματος. [497, 406, 739, 468]
article-body [752, 1922, 1308, 2205]
ad-text: Εν τη ιδική του οφθαλμολογική Κλινική εφαρμόζων τας τελειοτέρας των θεραπειών. [504, 1539, 732, 1585]
serial-continuation: (Συνέχεια εκ του χθεσινού) [243, 257, 481, 275]
paragraph: Υπό του ανακριτού κ. Χαλκιοπούλου εξελήφθη η κυρία Κυργιουσίου μετά της θυγατρός της, η οποία είχε προσέλθει να αναιρεθή κατόπιν του θανάτου του Γαϊτάνου και ακολούθως απελύθη. [1037, 1923, 1308, 2001]
paragraph: ΤΡΙΚΚΑΛΑ. 21 Σεπτεμβρίου. — Χθες το εσπέρας ο Γεώργ. Κίτσος εξήσε μετά του αστυνόμου Ιωάν. Φραντσέσκι, συγχρόνως δε ηξαφανίσθη και ο αστυνόμος. Ο δράστης συνελήφθη. [6, 1486, 226, 1580]
column-4 [752, 64, 1308, 2224]
headline: ΑΙ ΕΙΣΠΡΑΞΕΙΣ ΤΟΥ ΛΑΧΕΙΟΥ ΤΟΥ ΣΤΟΛΟΥ [769, 1352, 1006, 1398]
paragraph: Κατά τηλεγραφήματα του έν Σόφια ανταποκριτού του Παρισινού Χρόνου η υπουργική κρίσις της χώρας θεωρείται ως λίαν σοβαρά. Ο πρωθυπουργός κ. Πέτροφ μετέβη αυθημερόν παρά τω Ηγεμόνι προκειμένου να συμφωνήσουν είς τα μέτρα της νέας Κυβερνήσεως. [752, 1587, 1023, 1697]
paragraph: Εδημοσιεύθη διάταγμα εκδόσεως είς την Ελληνικήν Κυβέρνησιν του Ιταλού υπηκόου Ι. Μπαλδρίτερ. [6, 1617, 226, 1663]
ad-address: ΣΤΑΔΙΟΥ 54 ΑΘΗΝΑΙ [549, 1878, 687, 1892]
headline: ΤΑΞΕΙΔΙΟΝ ΤΟΥ ΒΑΣΙΛΕΩΣ ΕΔΟΥΑΡΔΟΥ [1334, 160, 1578, 206]
headline: ΣΥΝΑΝΤΗΣΙΣ ΤΙΤΤΟΝΙ ΚΑΙ ΒΥΛΟΦ [1037, 594, 1308, 640]
